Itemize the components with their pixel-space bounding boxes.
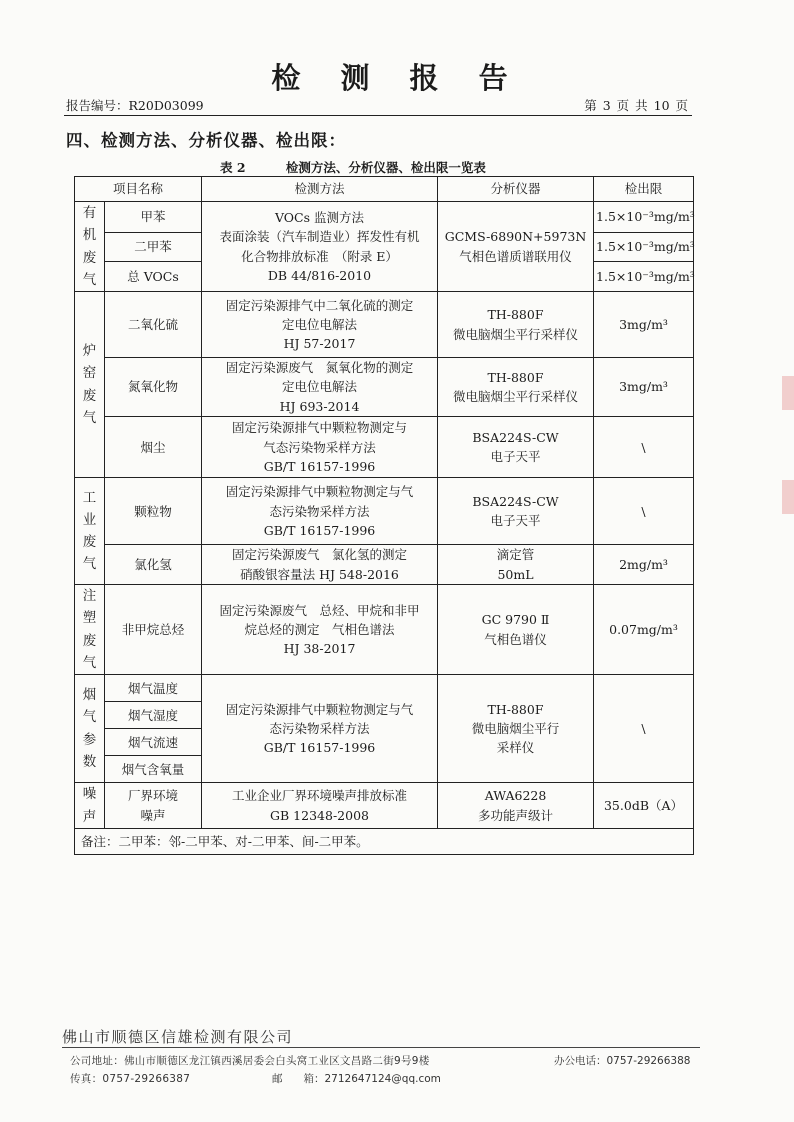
footer-divider [62, 1047, 700, 1048]
item-cell: 氯化氢 [105, 545, 202, 585]
limit-cell: \ [594, 675, 694, 783]
header-method: 检测方法 [202, 177, 438, 202]
detection-table [74, 176, 694, 855]
page-info: 第 3 页 共 10 页 [584, 98, 688, 113]
section-heading: 四、检测方法、分析仪器、检出限： [66, 131, 346, 150]
instrument-cell: 滴定管 50mL [438, 545, 594, 585]
item-cell: 非甲烷总烃 [105, 585, 202, 675]
limit-cell: \ [594, 478, 694, 545]
company-name: 佛山市顺德区信雄检测有限公司 [62, 1028, 294, 1046]
instrument-cell: GCMS-6890N+5973N 气相色谱质谱联用仪 [438, 202, 594, 292]
method-cell: 固定污染源排气中颗粒物测定与气 态污染物采样方法 GB/T 16157-1996 [202, 478, 438, 545]
limit-cell: 0.07mg/m³ [594, 585, 694, 675]
item-cell: 颗粒物 [105, 478, 202, 545]
limit-cell: \ [594, 417, 694, 478]
limit-cell: 3mg/m³ [594, 358, 694, 417]
item-cell: 烟气湿度 [105, 702, 202, 729]
fax-number: 传真：0757-29266387 [70, 1073, 191, 1085]
table-row [75, 783, 694, 829]
instrument-cell: GC 9790 Ⅱ 气相色谱仪 [438, 585, 594, 675]
category-cell: 工 业 废 气 [75, 478, 105, 585]
table-row [75, 675, 694, 702]
table-header-row [75, 177, 694, 202]
category-cell: 炉 窑 废 气 [75, 292, 105, 478]
item-cell: 二氧化硫 [105, 292, 202, 358]
table-row [75, 585, 694, 675]
office-phone: 办公电话：0757-29266388 [554, 1055, 691, 1067]
header-divider [64, 115, 692, 116]
table-note-row [75, 828, 694, 854]
instrument-cell: AWA6228 多功能声级计 [438, 783, 594, 829]
table-row [75, 358, 694, 417]
method-cell: 固定污染源废气 总烃、甲烷和非甲 烷总烃的测定 气相色谱法 HJ 38-2017 [202, 585, 438, 675]
item-cell: 烟气含氧量 [105, 756, 202, 783]
table-caption-number: 表 2 [220, 160, 246, 175]
method-cell: 固定污染源排气中颗粒物测定与 气态污染物采样方法 GB/T 16157-1996 [202, 417, 438, 478]
limit-cell: 1.5×10⁻³mg/m³ [594, 232, 694, 262]
limit-cell: 1.5×10⁻³mg/m³ [594, 202, 694, 233]
table-row [75, 202, 694, 233]
category-cell: 有 机 废 气 [75, 202, 105, 292]
instrument-cell: BSA224S-CW 电子天平 [438, 478, 594, 545]
method-cell: 工业企业厂界环境噪声排放标准 GB 12348-2008 [202, 783, 438, 829]
item-cell: 烟气温度 [105, 675, 202, 702]
item-cell: 甲苯 [105, 202, 202, 233]
email-address: 邮 箱：2712647124@qq.com [272, 1073, 441, 1085]
limit-cell: 3mg/m³ [594, 292, 694, 358]
header-item: 项目名称 [75, 177, 202, 202]
instrument-cell: TH-880F 微电脑烟尘平行采样仪 [438, 358, 594, 417]
instrument-cell: BSA224S-CW 电子天平 [438, 417, 594, 478]
table-note: 备注：二甲苯：邻-二甲苯、对-二甲苯、间-二甲苯。 [75, 828, 694, 854]
stamp-mark [782, 376, 794, 410]
category-cell: 噪 声 [75, 783, 105, 829]
method-cell: VOCs 监测方法 表面涂装（汽车制造业）挥发性有机 化合物排放标准 （附录 E） DB 44/816-2010 [202, 202, 438, 292]
category-cell: 烟 气 参 数 [75, 675, 105, 783]
item-cell: 氮氧化物 [105, 358, 202, 417]
item-cell: 烟气流速 [105, 729, 202, 756]
report-title: 检 测 报 告 [271, 61, 523, 95]
instrument-cell: TH-880F 微电脑烟尘平行 采样仪 [438, 675, 594, 783]
method-cell: 固定污染源排气中二氧化硫的测定 定电位电解法 HJ 57-2017 [202, 292, 438, 358]
method-cell: 固定污染源排气中颗粒物测定与气 态污染物采样方法 GB/T 16157-1996 [202, 675, 438, 783]
table-caption-text: 检测方法、分析仪器、检出限一览表 [285, 160, 486, 175]
table-caption [220, 158, 486, 176]
table-row [75, 417, 694, 478]
stamp-mark [782, 480, 794, 514]
table-row [75, 478, 694, 545]
item-cell: 厂界环境 噪声 [105, 783, 202, 829]
item-cell: 总 VOCs [105, 262, 202, 292]
table-row [75, 292, 694, 358]
item-cell: 烟尘 [105, 417, 202, 478]
header-instrument: 分析仪器 [438, 177, 594, 202]
method-cell: 固定污染源废气 氮氧化物的测定 定电位电解法 HJ 693-2014 [202, 358, 438, 417]
company-address: 公司地址：佛山市顺德区龙江镇西溪居委会白头窝工业区文昌路二街9号9楼 [70, 1055, 430, 1067]
limit-cell: 35.0dB（A） [594, 783, 694, 829]
limit-cell: 1.5×10⁻³mg/m³ [594, 262, 694, 292]
table-row [75, 545, 694, 585]
item-cell: 二甲苯 [105, 232, 202, 262]
report-number: 报告编号：R20D03099 [66, 98, 204, 113]
method-cell: 固定污染源废气 氯化氢的测定 硝酸银容量法 HJ 548-2016 [202, 545, 438, 585]
limit-cell: 2mg/m³ [594, 545, 694, 585]
category-cell: 注 塑 废 气 [75, 585, 105, 675]
header-limit: 检出限 [594, 177, 694, 202]
instrument-cell: TH-880F 微电脑烟尘平行采样仪 [438, 292, 594, 358]
